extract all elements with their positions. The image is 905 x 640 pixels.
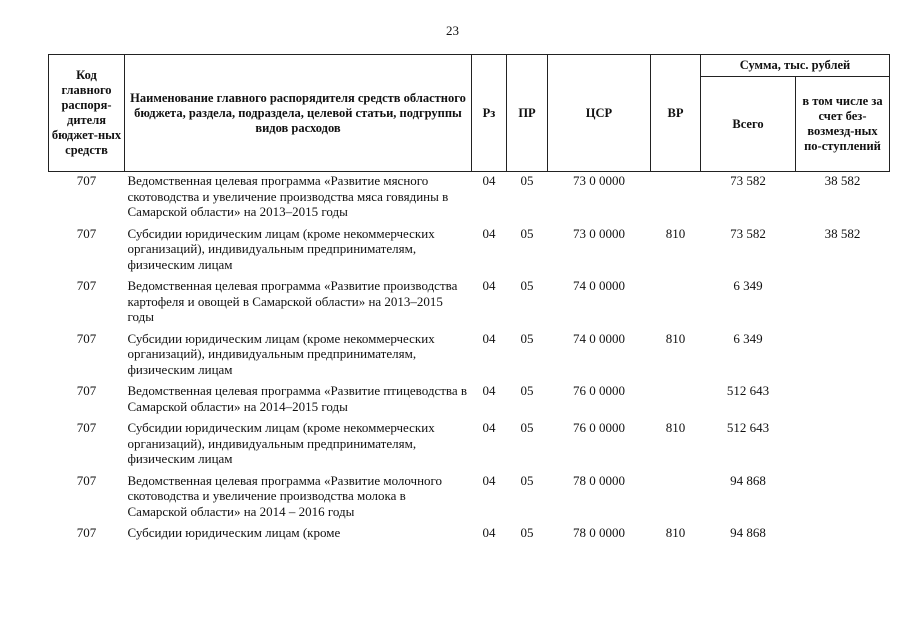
cell-code: 707 <box>76 278 97 293</box>
cell-total: 512 643 <box>726 383 770 398</box>
cell-total: 6 349 <box>733 278 763 293</box>
cell-vr <box>651 172 701 225</box>
cell-code: 707 <box>76 225 97 241</box>
cell-grants <box>796 524 890 546</box>
header-rz: Рз <box>472 55 507 172</box>
table-row <box>49 172 890 225</box>
cell-vr: 810 <box>665 420 686 435</box>
table-row <box>49 330 890 383</box>
cell-pr: 05 <box>520 330 534 346</box>
cell-name: Ведомственная целевая программа «Развитие птицеводства в Самарской области» на 2014–2015 годы <box>127 383 468 414</box>
cell-name: Субсидии юридическим лицам (кроме некоммерческих организаций), индивидуальным предпринимателям, физическим лицам <box>127 420 435 466</box>
cell-csr: 73 0 0000 <box>573 173 625 188</box>
table-row <box>49 419 890 472</box>
cell-pr: 05 <box>520 278 534 293</box>
cell-grants <box>796 419 890 472</box>
cell-grants <box>796 277 890 330</box>
table-row <box>49 472 890 525</box>
cell-vr <box>651 382 701 419</box>
cell-pr: 05 <box>520 383 534 398</box>
cell-total: 73 582 <box>730 225 766 241</box>
header-grants: в том числе за счет без-возмезд-ных по-ступлений <box>796 77 890 172</box>
cell-csr: 78 0 0000 <box>573 472 625 488</box>
cell-csr: 78 0 0000 <box>573 525 625 540</box>
cell-code: 707 <box>76 472 97 488</box>
cell-name: Субсидии юридическим лицам (кроме некоммерческих организаций), индивидуальным предпринимателям, физическим лицам <box>127 330 435 377</box>
cell-csr: 76 0 0000 <box>573 383 625 398</box>
cell-total: 6 349 <box>733 330 763 346</box>
cell-pr: 05 <box>520 472 534 488</box>
cell-name: Ведомственная целевая программа «Развитие мясного скотоводства и увеличение производства мяса говядины в Самарской области» на 2013–2015 годы <box>127 173 449 219</box>
cell-vr <box>651 277 701 330</box>
cell-grants: 38 582 <box>824 173 861 188</box>
header-total: Всего <box>701 77 796 172</box>
header-code: Код главного распоря-дителя бюджет-ных средств <box>49 55 125 172</box>
cell-rz: 04 <box>482 525 496 540</box>
cell-total: 94 868 <box>730 525 766 540</box>
table-header <box>49 55 890 172</box>
cell-code: 707 <box>76 525 97 540</box>
cell-grants <box>796 472 890 525</box>
cell-code: 707 <box>76 383 97 398</box>
cell-name: Ведомственная целевая программа «Развитие производства картофеля и овощей в Самарской области» на 2013–2015 годы <box>127 278 458 324</box>
cell-rz: 04 <box>482 472 496 488</box>
cell-grants <box>796 382 890 419</box>
header-csr: ЦСР <box>548 55 651 172</box>
cell-total: 512 643 <box>726 420 770 435</box>
budget-table <box>48 54 890 546</box>
cell-name: Субсидии юридическим лицам (кроме некоммерческих организаций), индивидуальным предпринимателям, физическим лицам <box>127 225 435 272</box>
cell-pr: 05 <box>520 225 534 241</box>
header-sum: Сумма, тыс. рублей <box>701 55 890 77</box>
cell-csr: 74 0 0000 <box>573 278 625 293</box>
cell-rz: 04 <box>482 173 496 188</box>
cell-vr: 810 <box>665 330 686 346</box>
cell-rz: 04 <box>482 330 496 346</box>
table-row <box>49 524 890 546</box>
table-row <box>49 225 890 278</box>
cell-rz: 04 <box>482 278 496 293</box>
cell-grants <box>796 330 890 383</box>
cell-name: Субсидии юридическим лицам (кроме <box>127 525 341 540</box>
cell-name: Ведомственная целевая программа «Развитие молочного скотоводства и увеличение производства молока в Самарской области» на 2014 – 2016 годы <box>127 472 443 519</box>
cell-code: 707 <box>76 173 97 188</box>
cell-grants: 38 582 <box>824 225 861 241</box>
cell-vr <box>651 472 701 525</box>
cell-total: 73 582 <box>730 173 766 188</box>
table-body <box>49 172 890 546</box>
cell-total: 94 868 <box>730 472 766 488</box>
cell-csr: 74 0 0000 <box>573 330 625 346</box>
cell-pr: 05 <box>520 525 534 540</box>
cell-rz: 04 <box>482 420 496 435</box>
cell-vr: 810 <box>665 225 686 241</box>
cell-csr: 73 0 0000 <box>573 225 625 241</box>
cell-rz: 04 <box>482 225 496 241</box>
page-number: 23 <box>446 23 459 38</box>
cell-csr: 76 0 0000 <box>573 420 625 435</box>
cell-code: 707 <box>76 420 97 435</box>
cell-code: 707 <box>76 330 97 346</box>
table-row <box>49 382 890 419</box>
table-row <box>49 277 890 330</box>
cell-rz: 04 <box>482 383 496 398</box>
cell-pr: 05 <box>520 173 534 188</box>
cell-pr: 05 <box>520 420 534 435</box>
header-pr: ПР <box>507 55 548 172</box>
cell-vr: 810 <box>665 525 686 540</box>
header-name: Наименование главного распорядителя средств областного бюджета, раздела, подраздела, целевой статьи, подгруппы видов расходов <box>125 55 472 172</box>
header-vr: ВР <box>651 55 701 172</box>
